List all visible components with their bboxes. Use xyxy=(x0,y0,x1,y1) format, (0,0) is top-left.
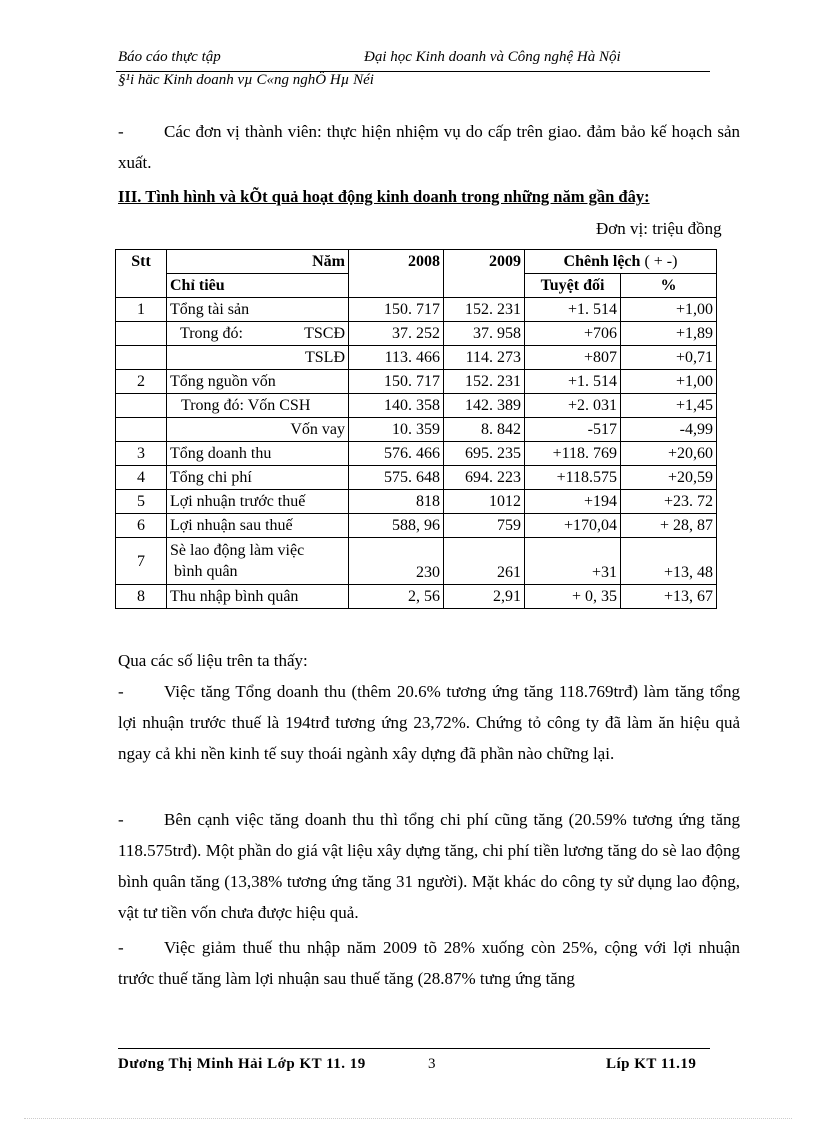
page-header xyxy=(118,49,710,66)
header-chitieu: Chỉ tiêu xyxy=(167,274,349,298)
table-row: TSLĐ 113. 466 114. 273 +807 +0,71 xyxy=(116,346,717,370)
footer-rule xyxy=(118,1048,710,1049)
header-nam: Năm xyxy=(167,250,349,274)
body-paragraph-3: - Việc giảm thuế thu nhập năm 2009 tõ 28% xuống còn 25%, cộng với lợi nhuận trước thuế tăng làm lợi nhuận sau thuế tăng (28.87% tưng ứng tăng xyxy=(118,938,740,988)
header-pct: % xyxy=(621,274,717,298)
page-number: 3 xyxy=(428,1056,436,1072)
table-row: 7 Sè lao động làm việc bình quân 230 261 +31 +13, 48 xyxy=(116,538,717,585)
section-heading: III. Tình hình và kÕt quả hoạt động kinh doanh trong những năm gần đây: xyxy=(118,187,650,206)
header-stt: Stt xyxy=(116,250,167,274)
table-row: Trong đó: Vốn CSH 140. 358 142. 389 +2. 031 +1,45 xyxy=(116,394,717,418)
table-row: Vốn vay 10. 359 8. 842 -517 -4,99 xyxy=(116,418,717,442)
table-row: 2 Tổng nguồn vốn 150. 717 152. 231 +1. 514 +1,00 xyxy=(116,370,717,394)
table-row: 1 Tổng tài sản 150. 717 152. 231 +1. 514 +1,00 xyxy=(116,298,717,322)
table-row: 8 Thu nhập bình quân 2, 56 2,91 + 0, 35 +13, 67 xyxy=(116,585,717,609)
table-row: 4 Tổng chi phí 575. 648 694. 223 +118.575 +20,59 xyxy=(116,466,717,490)
header-right: Đại học Kinh doanh và Công nghệ Hà Nội xyxy=(364,49,621,65)
body-paragraph-1: - Việc tăng Tổng doanh thu (thêm 20.6% tương ứng tăng 118.769trđ) làm tăng tổng lợi nhuận trước thuế là 194trđ tương ứng 23,72%. Chứng tỏ công ty đã làm ăn hiệu quả ngay cả khi nền kinh tế suy thoái ngành xây dựng đã phần nào chững lại. xyxy=(118,682,740,763)
body-lead: Qua các số liệu trên ta thấy: xyxy=(118,651,308,670)
table-row: Trong đó: TSCĐ 37. 252 37. 958 +706 +1,89 xyxy=(116,322,717,346)
header-tuyetdoi: Tuyệt đối xyxy=(525,274,621,298)
table-row: 3 Tổng doanh thu 576. 466 695. 235 +118. 769 +20,60 xyxy=(116,442,717,466)
header-2009: 2009 xyxy=(444,250,525,274)
footer-left: Dương Thị Minh Hải Lớp KT 11. 19 xyxy=(118,1056,366,1072)
results-table xyxy=(115,249,717,609)
header-chenhlech: Chênh lệch ( + -) xyxy=(525,250,717,274)
header-sub: §¹i häc Kinh doanh vµ C«ng nghÖ Hµ Néi xyxy=(118,72,374,88)
footer-right: Líp KT 11.19 xyxy=(606,1056,697,1072)
page-bottom-divider xyxy=(24,1118,792,1119)
header-2008: 2008 xyxy=(349,250,444,274)
header-left: Báo cáo thực tập xyxy=(118,49,221,65)
table-row: 6 Lợi nhuận sau thuế 588, 96 759 +170,04 + 28, 87 xyxy=(116,514,717,538)
table-row: 5 Lợi nhuận trước thuế 818 1012 +194 +23. 72 xyxy=(116,490,717,514)
table-header-row xyxy=(116,250,717,274)
unit-label: Đơn vị: triệu đồng xyxy=(596,219,722,238)
table-subheader-row xyxy=(116,274,717,298)
body-paragraph-2: - Bên cạnh việc tăng doanh thu thì tổng chi phí cũng tăng (20.59% tương ứng tăng 118.575trđ). Một phần do giá vật liệu xây dựng tăng, chi phí tiền lương tăng do sè lao động bình quân tăng (13,38% tương ứng tăng 31 người). Mặt khác do công ty sử dụng lao động, vật tư tiền vốn chưa được hiệu quả. xyxy=(118,810,740,922)
intro-paragraph: - Các đơn vị thành viên: thực hiện nhiệm vụ do cấp trên giao. đảm bảo kế hoạch sản xuất. xyxy=(118,122,740,172)
